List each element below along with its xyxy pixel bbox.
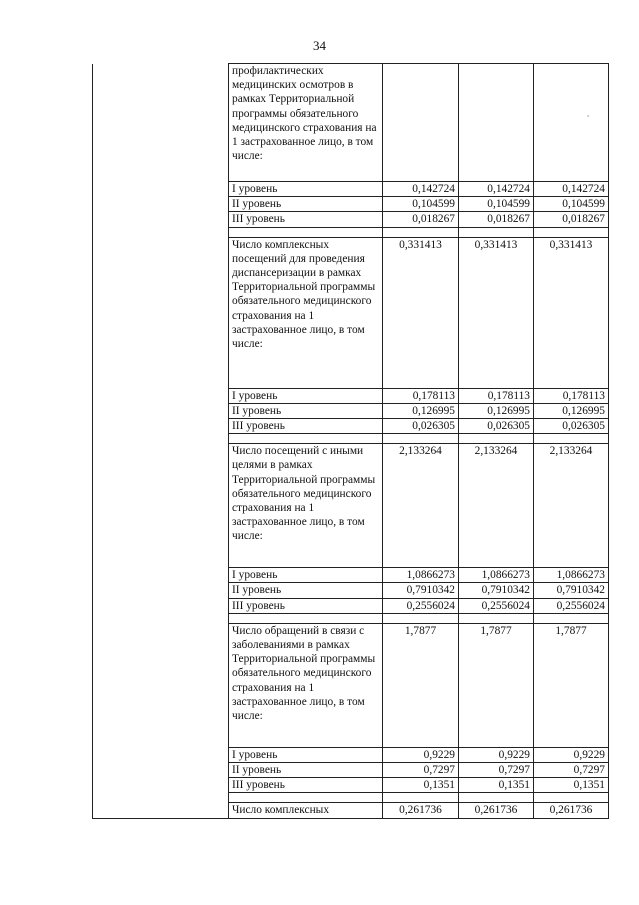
level-row — [93, 419, 609, 434]
left-column-cell — [93, 419, 229, 434]
value-cell: 0,026305 — [459, 419, 534, 434]
value-cell: 0,104599 — [459, 197, 534, 212]
level-label: III уровень — [229, 778, 383, 793]
level-label: I уровень — [229, 388, 383, 403]
value-cell: 1,7877 — [459, 623, 534, 747]
value-cell: 0,1351 — [534, 778, 609, 793]
value-cell: 0,9229 — [534, 747, 609, 762]
section-title-row — [93, 64, 609, 182]
level-label: II уровень — [229, 763, 383, 778]
level-label: II уровень — [229, 197, 383, 212]
left-column-cell — [93, 182, 229, 197]
level-row — [93, 182, 609, 197]
left-column-cell — [93, 444, 229, 568]
value-cell: 0,104599 — [383, 197, 459, 212]
value-cell: 0,7297 — [459, 763, 534, 778]
value-cell: 0,126995 — [534, 403, 609, 418]
section-title: профилактических медицинских осмотров в рамках Территориальной программы обязательного медицинского страхования на 1 застрахованное лицо, в том числе: — [229, 64, 383, 182]
left-column-cell — [93, 793, 229, 803]
value-cell: 0,1351 — [459, 778, 534, 793]
left-column-cell — [93, 583, 229, 598]
level-label: I уровень — [229, 747, 383, 762]
value-cell: 0,018267 — [459, 212, 534, 227]
left-column-cell — [93, 227, 229, 237]
level-label: I уровень — [229, 182, 383, 197]
left-column-cell — [93, 747, 229, 762]
value-cell: 0,026305 — [534, 419, 609, 434]
left-column-cell — [93, 803, 229, 818]
value-cell: 0,018267 — [383, 212, 459, 227]
scan-speck: ° — [587, 115, 590, 121]
indicator-table — [92, 63, 609, 819]
value-cell: 0,7297 — [383, 763, 459, 778]
value-cell: 0,2556024 — [534, 598, 609, 613]
value-cell: 0,142724 — [459, 182, 534, 197]
level-label: II уровень — [229, 403, 383, 418]
left-column-cell — [93, 197, 229, 212]
level-row — [93, 598, 609, 613]
level-row — [93, 388, 609, 403]
spacer-row — [93, 434, 609, 444]
value-cell — [459, 64, 534, 182]
value-cell: 2,133264 — [534, 444, 609, 568]
spacer-row — [93, 227, 609, 237]
value-cell: 2,133264 — [383, 444, 459, 568]
left-column-cell — [93, 778, 229, 793]
value-cell: 0,026305 — [383, 419, 459, 434]
value-cell: 0,261736 — [534, 803, 609, 818]
value-cell: 0,2556024 — [383, 598, 459, 613]
value-cell: 0,2556024 — [459, 598, 534, 613]
spacer-row — [93, 793, 609, 803]
level-row — [93, 747, 609, 762]
value-cell: 1,7877 — [383, 623, 459, 747]
section-title-row — [93, 803, 609, 818]
value-cell: 0,018267 — [534, 212, 609, 227]
value-cell: 0,104599 — [534, 197, 609, 212]
value-cell: 0,9229 — [383, 747, 459, 762]
left-column-cell — [93, 598, 229, 613]
level-label: II уровень — [229, 583, 383, 598]
left-column-cell — [93, 64, 229, 182]
level-row — [93, 778, 609, 793]
left-column-cell — [93, 613, 229, 623]
left-column-cell — [93, 763, 229, 778]
level-label: I уровень — [229, 568, 383, 583]
left-column-cell — [93, 237, 229, 388]
level-label: III уровень — [229, 212, 383, 227]
section-title: Число обращений в связи с заболеваниями в рамках Территориальной программы обязательного медицинского страхования на 1 застрахованное лицо, в том числе: — [229, 623, 383, 747]
value-cell: 1,7877 — [534, 623, 609, 747]
left-column-cell — [93, 388, 229, 403]
value-cell: 0,261736 — [459, 803, 534, 818]
value-cell: 1,0866273 — [383, 568, 459, 583]
value-cell: 0,178113 — [459, 388, 534, 403]
value-cell: 0,331413 — [459, 237, 534, 388]
value-cell: 0,142724 — [534, 182, 609, 197]
value-cell: 0,1351 — [383, 778, 459, 793]
page-number: 34 — [313, 38, 326, 53]
value-cell: 0,331413 — [383, 237, 459, 388]
left-column-cell — [93, 623, 229, 747]
value-cell: 0,142724 — [383, 182, 459, 197]
value-cell: 0,178113 — [534, 388, 609, 403]
section-title-row — [93, 237, 609, 388]
value-cell: 0,126995 — [383, 403, 459, 418]
level-row — [93, 763, 609, 778]
left-column-cell — [93, 568, 229, 583]
level-label: III уровень — [229, 598, 383, 613]
level-row — [93, 568, 609, 583]
section-title-row — [93, 444, 609, 568]
value-cell: 0,178113 — [383, 388, 459, 403]
value-cell: 0,7910342 — [459, 583, 534, 598]
section-title: Число комплексных — [229, 803, 383, 818]
level-row — [93, 583, 609, 598]
left-column-cell — [93, 434, 229, 444]
section-title: Число посещений с иными целями в рамках Территориальной программы обязательного медицинского страхования на 1 застрахованное лицо, в том числе: — [229, 444, 383, 568]
value-cell: 0,9229 — [459, 747, 534, 762]
level-label: III уровень — [229, 419, 383, 434]
value-cell: 0,7297 — [534, 763, 609, 778]
left-column-cell — [93, 212, 229, 227]
value-cell — [383, 64, 459, 182]
value-cell: 0,7910342 — [534, 583, 609, 598]
value-cell: 1,0866273 — [459, 568, 534, 583]
left-column-cell — [93, 403, 229, 418]
level-row — [93, 403, 609, 418]
section-title-row — [93, 623, 609, 747]
value-cell: 0,261736 — [383, 803, 459, 818]
value-cell: 1,0866273 — [534, 568, 609, 583]
section-title: Число комплексных посещений для проведения диспансеризации в рамках Территориальной программы обязательного медицинского страхования на 1 застрахованное лицо, в том числе: — [229, 237, 383, 388]
spacer-row — [93, 613, 609, 623]
value-cell: 0,7910342 — [383, 583, 459, 598]
value-cell: 2,133264 — [459, 444, 534, 568]
value-cell: 0,331413 — [534, 237, 609, 388]
value-cell: 0,126995 — [459, 403, 534, 418]
level-row — [93, 212, 609, 227]
value-cell — [534, 64, 609, 182]
level-row — [93, 197, 609, 212]
